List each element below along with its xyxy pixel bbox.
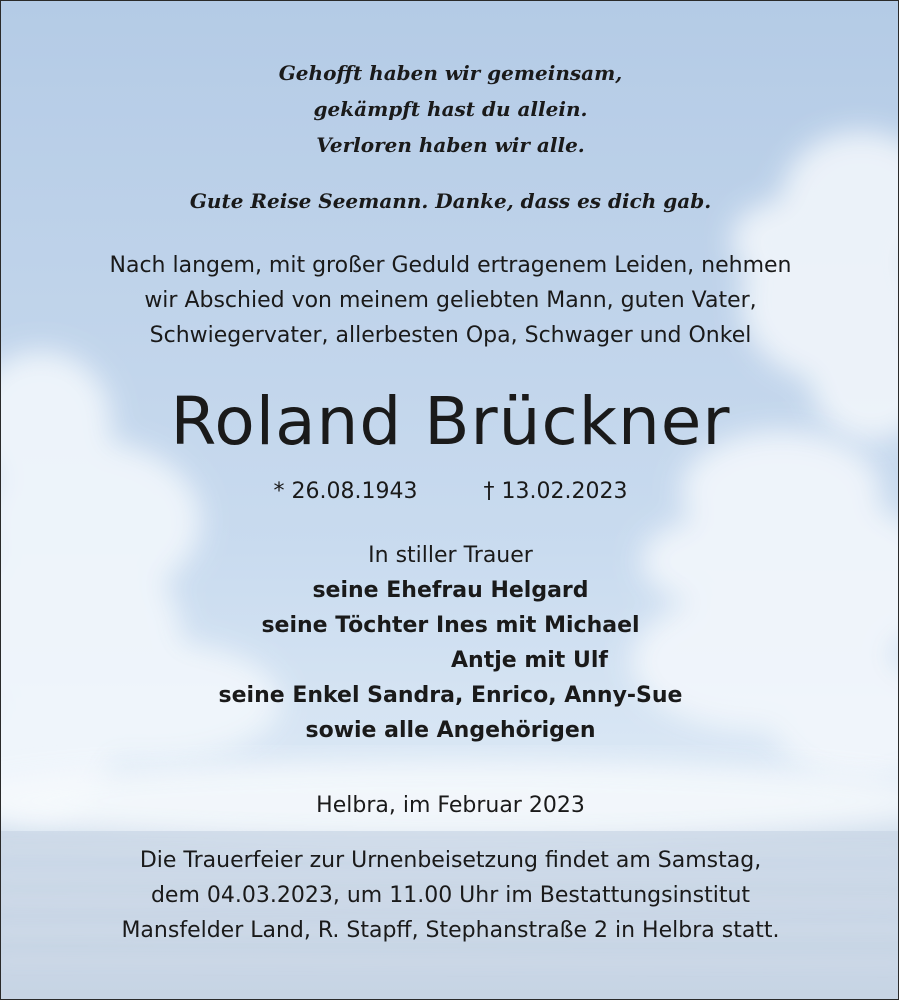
verse-line-2: gekämpft hast du allein. — [313, 97, 588, 121]
mourner-line-3: Antje mit Ulf — [451, 648, 608, 673]
intro-line-1: Nach langem, mit großer Geduld ertragenem Leiden, nehmen — [109, 253, 792, 278]
obituary-text — [1, 1, 899, 1000]
mourner-line-5: sowie alle Angehörigen — [305, 718, 596, 743]
mourner-line-2: seine Töchter Ines mit Michael — [261, 613, 640, 638]
place-date: Helbra, im Februar 2023 — [316, 793, 585, 818]
life-dates — [1, 479, 899, 504]
deceased-name: Roland Brückner — [170, 383, 731, 460]
farewell-line: Gute Reise Seemann. Danke, dass es dich gab. — [189, 189, 712, 213]
intro-line-3: Schwiegervater, allerbesten Opa, Schwager und Onkel — [149, 323, 752, 348]
ceremony-line-3: Mansfelder Land, R. Stapff, Stephanstraße 2 in Helbra statt. — [121, 918, 780, 943]
verse-line-1: Gehofft haben wir gemeinsam, — [278, 61, 623, 85]
ceremony-line-1: Die Trauerfeier zur Urnenbeisetzung findet am Samstag, — [139, 848, 762, 873]
mourner-line-1: seine Ehefrau Helgard — [312, 578, 589, 603]
mourner-line-4: seine Enkel Sandra, Enrico, Anny-Sue — [218, 683, 683, 708]
mourners-heading: In stiller Trauer — [368, 543, 533, 568]
verse-line-3: Verloren haben wir alle. — [316, 133, 585, 157]
intro-line-2: wir Abschied von meinem geliebten Mann, guten Vater, — [144, 288, 757, 313]
birth-date: * 26.08.1943 — [273, 479, 418, 504]
death-date: † 13.02.2023 — [483, 479, 628, 504]
ceremony-line-2: dem 04.03.2023, um 11.00 Uhr im Bestattungsinstitut — [150, 883, 751, 908]
